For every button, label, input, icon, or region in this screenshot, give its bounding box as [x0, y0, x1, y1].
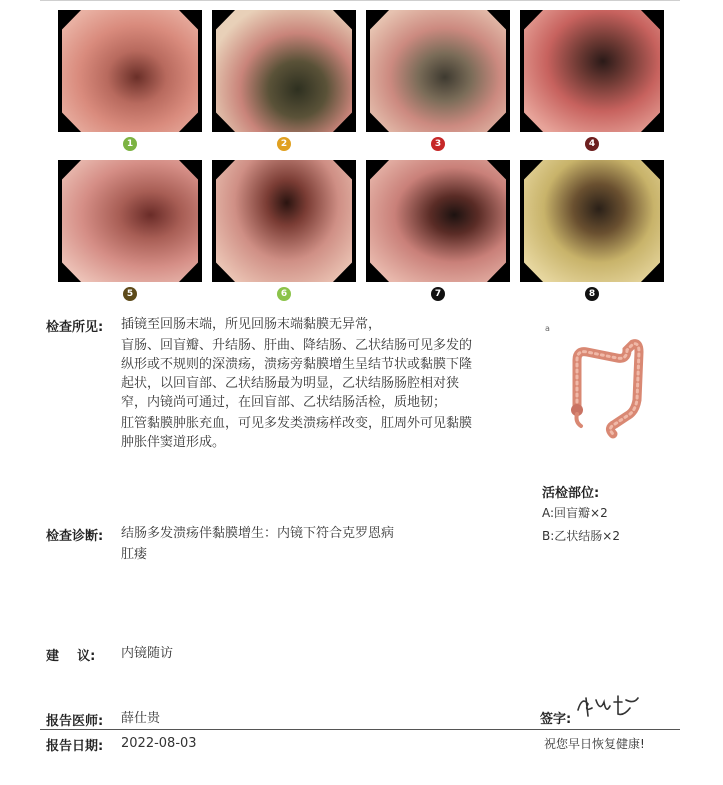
image-number-badge: 8	[585, 287, 599, 301]
findings-line: 肿胀伴窦道形成。	[121, 435, 226, 450]
colon-diagram	[545, 324, 655, 440]
findings-line: 插镜至回肠末端，所见回肠末端黏膜无异常，	[121, 317, 382, 332]
image-number-badge: 3	[431, 137, 445, 151]
endoscopy-image-4[interactable]	[520, 10, 664, 132]
endoscopy-image-5[interactable]	[58, 160, 202, 282]
footer-divider	[40, 729, 680, 730]
biopsy-item: A:回盲瓣×2	[542, 506, 608, 520]
image-number-badge: 4	[585, 137, 599, 151]
endoscopy-image-grid	[58, 10, 666, 308]
image-number-badge: 2	[277, 137, 291, 151]
closing-wish: 祝您早日恢复健康!	[544, 737, 645, 751]
handwritten-signature	[574, 692, 644, 720]
findings-line: 纵形或不规则的深溃疡，溃疡旁黏膜增生呈结节状或黏膜下隆	[121, 357, 473, 372]
image-number-badge: 5	[123, 287, 137, 301]
image-number-badge: 1	[123, 137, 137, 151]
diagnosis-label: 检查诊断:	[46, 529, 104, 544]
biopsy-item: B:乙状结肠×2	[542, 529, 620, 543]
endoscopy-image-2[interactable]	[212, 10, 356, 132]
findings-line: 窄，内镜尚可通过，在回盲部、乙状结肠活检，质地韧；	[121, 395, 447, 410]
biopsy-title: 活检部位:	[542, 486, 600, 501]
diagram-tag: a	[545, 324, 550, 333]
findings-line: 起状，以回盲部、乙状结肠最为明显，乙状结肠肠腔相对狭	[121, 376, 460, 391]
findings-line: 盲肠、回盲瓣、升结肠、肝曲、降结肠、乙状结肠可见多发的	[121, 338, 473, 353]
date-label: 报告日期:	[46, 739, 104, 754]
signature-label: 签字:	[540, 712, 572, 727]
advice-label: 建 议:	[46, 649, 96, 664]
colon-illustration	[555, 330, 655, 440]
image-number-badge: 7	[431, 287, 445, 301]
endoscopy-image-8[interactable]	[520, 160, 664, 282]
top-divider	[40, 0, 680, 1]
endoscopy-image-7[interactable]	[366, 160, 510, 282]
doctor-name: 薛仕贵	[121, 711, 161, 726]
endoscopy-image-1[interactable]	[58, 10, 202, 132]
diagnosis-line: 肛瘘	[121, 547, 148, 562]
endoscopy-image-6[interactable]	[212, 160, 356, 282]
findings-label: 检查所见:	[46, 320, 104, 335]
doctor-label: 报告医师:	[46, 714, 104, 729]
diagnosis-line: 结肠多发溃疡伴黏膜增生：内镜下符合克罗恩病	[121, 526, 395, 541]
report-date: 2022-08-03	[121, 736, 197, 751]
image-number-badge: 6	[277, 287, 291, 301]
endoscopy-image-3[interactable]	[366, 10, 510, 132]
findings-line: 肛管黏膜肿胀充血，可见多发类溃疡样改变，肛周外可见黏膜	[121, 416, 473, 431]
advice-text: 内镜随访	[121, 646, 174, 661]
